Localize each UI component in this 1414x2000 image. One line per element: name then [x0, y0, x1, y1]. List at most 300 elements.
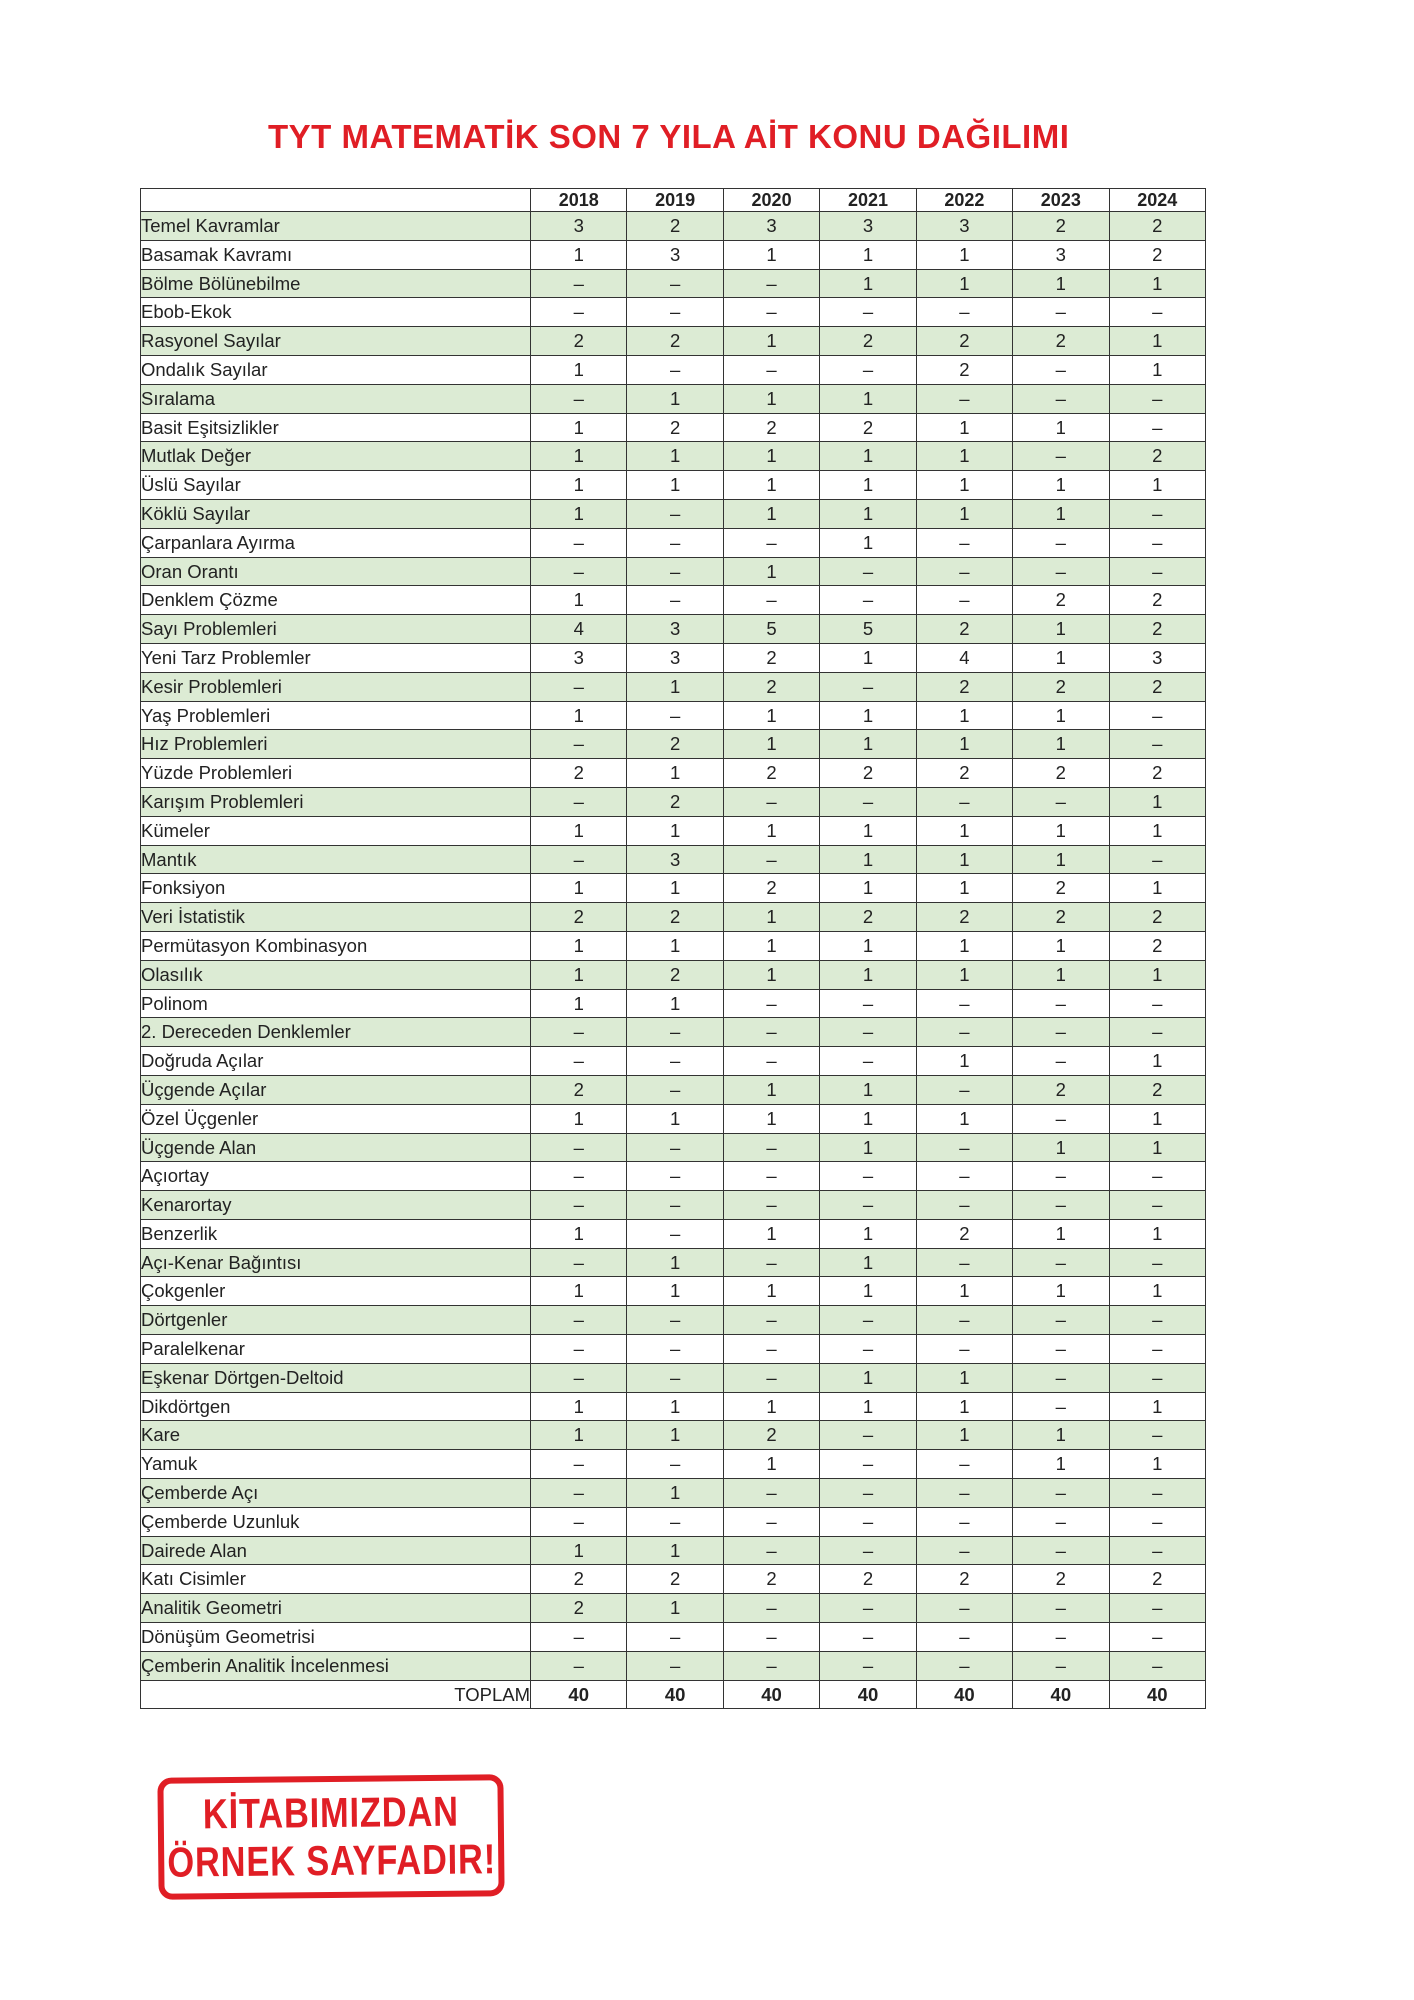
- topic-cell: Benzerlik: [141, 1219, 531, 1248]
- topic-cell: 2. Dereceden Denklemler: [141, 1018, 531, 1047]
- value-cell: 2: [1109, 759, 1205, 788]
- value-cell: –: [723, 1306, 819, 1335]
- value-cell: –: [627, 1133, 723, 1162]
- value-cell: –: [723, 1162, 819, 1191]
- value-cell: 1: [820, 1219, 916, 1248]
- topic-cell: Ebob-Ekok: [141, 298, 531, 327]
- table-row: [141, 1651, 1206, 1680]
- value-cell: –: [531, 298, 627, 327]
- value-cell: 2: [627, 1565, 723, 1594]
- value-cell: 2: [723, 874, 819, 903]
- value-cell: 4: [531, 615, 627, 644]
- value-cell: 2: [820, 903, 916, 932]
- value-cell: 1: [820, 1248, 916, 1277]
- value-cell: 1: [723, 701, 819, 730]
- year-header: 2021: [820, 189, 916, 212]
- value-cell: 1: [916, 471, 1012, 500]
- topic-cell: Hız Problemleri: [141, 730, 531, 759]
- value-cell: 1: [916, 874, 1012, 903]
- value-cell: –: [723, 989, 819, 1018]
- total-value: 40: [1109, 1680, 1205, 1709]
- value-cell: 2: [916, 327, 1012, 356]
- value-cell: 1: [820, 1133, 916, 1162]
- value-cell: –: [1109, 1018, 1205, 1047]
- value-cell: –: [531, 787, 627, 816]
- value-cell: –: [820, 787, 916, 816]
- topic-cell: Basamak Kavramı: [141, 240, 531, 269]
- value-cell: –: [916, 1075, 1012, 1104]
- table-row: [141, 759, 1206, 788]
- value-cell: 1: [820, 874, 916, 903]
- value-cell: 1: [723, 442, 819, 471]
- value-cell: –: [820, 355, 916, 384]
- value-cell: –: [1109, 730, 1205, 759]
- table-row: [141, 384, 1206, 413]
- value-cell: 1: [820, 1075, 916, 1104]
- value-cell: 2: [1109, 240, 1205, 269]
- topic-cell: Çarpanlara Ayırma: [141, 528, 531, 557]
- value-cell: –: [916, 787, 1012, 816]
- value-cell: 1: [916, 1277, 1012, 1306]
- value-cell: –: [820, 298, 916, 327]
- value-cell: 1: [723, 1277, 819, 1306]
- value-cell: –: [820, 1536, 916, 1565]
- value-cell: –: [723, 586, 819, 615]
- value-cell: –: [1013, 1594, 1109, 1623]
- value-cell: 1: [1109, 787, 1205, 816]
- value-cell: 1: [820, 931, 916, 960]
- value-cell: –: [723, 787, 819, 816]
- total-value: 40: [531, 1680, 627, 1709]
- value-cell: –: [531, 1306, 627, 1335]
- value-cell: –: [531, 1450, 627, 1479]
- topic-cell: Basit Eşitsizlikler: [141, 413, 531, 442]
- value-cell: –: [723, 1507, 819, 1536]
- value-cell: –: [627, 1335, 723, 1364]
- value-cell: 1: [820, 1392, 916, 1421]
- table-row: [141, 1392, 1206, 1421]
- value-cell: –: [820, 672, 916, 701]
- value-cell: –: [627, 586, 723, 615]
- value-cell: –: [1109, 557, 1205, 586]
- value-cell: –: [1109, 528, 1205, 557]
- value-cell: 2: [723, 643, 819, 672]
- value-cell: 2: [916, 1565, 1012, 1594]
- value-cell: –: [1013, 298, 1109, 327]
- value-cell: 1: [1013, 269, 1109, 298]
- value-cell: –: [820, 1018, 916, 1047]
- value-cell: 1: [531, 413, 627, 442]
- value-cell: –: [916, 1594, 1012, 1623]
- value-cell: –: [916, 1623, 1012, 1652]
- value-cell: –: [627, 1306, 723, 1335]
- value-cell: –: [1109, 1191, 1205, 1220]
- value-cell: 1: [723, 903, 819, 932]
- topic-cell: Açı-Kenar Bağıntısı: [141, 1248, 531, 1277]
- value-cell: 1: [627, 759, 723, 788]
- value-cell: 1: [916, 931, 1012, 960]
- value-cell: –: [531, 1133, 627, 1162]
- value-cell: –: [916, 384, 1012, 413]
- topic-cell: Köklü Sayılar: [141, 499, 531, 528]
- table-row: [141, 269, 1206, 298]
- value-cell: 5: [723, 615, 819, 644]
- value-cell: 2: [1013, 903, 1109, 932]
- value-cell: 2: [627, 327, 723, 356]
- topic-cell: Yüzde Problemleri: [141, 759, 531, 788]
- value-cell: 1: [723, 557, 819, 586]
- value-cell: 1: [1109, 355, 1205, 384]
- value-cell: 1: [531, 442, 627, 471]
- value-cell: 3: [820, 212, 916, 241]
- value-cell: 2: [1109, 903, 1205, 932]
- value-cell: –: [916, 298, 1012, 327]
- value-cell: 1: [916, 269, 1012, 298]
- topic-cell: Denklem Çözme: [141, 586, 531, 615]
- value-cell: 1: [531, 701, 627, 730]
- value-cell: 1: [723, 816, 819, 845]
- value-cell: –: [916, 1306, 1012, 1335]
- value-cell: –: [1109, 1335, 1205, 1364]
- value-cell: 1: [916, 960, 1012, 989]
- value-cell: –: [723, 269, 819, 298]
- value-cell: 2: [916, 615, 1012, 644]
- topic-cell: Paralelkenar: [141, 1335, 531, 1364]
- table-row: [141, 471, 1206, 500]
- value-cell: –: [531, 557, 627, 586]
- value-cell: 1: [531, 471, 627, 500]
- total-value: 40: [820, 1680, 916, 1709]
- value-cell: 1: [916, 442, 1012, 471]
- value-cell: –: [627, 528, 723, 557]
- value-cell: –: [916, 1507, 1012, 1536]
- header-row: [141, 189, 1206, 212]
- value-cell: 1: [916, 1047, 1012, 1076]
- value-cell: 1: [820, 471, 916, 500]
- value-cell: –: [1013, 1047, 1109, 1076]
- header-topic-cell: [141, 189, 531, 212]
- table-row: [141, 1536, 1206, 1565]
- value-cell: –: [1013, 1162, 1109, 1191]
- value-cell: –: [1013, 1018, 1109, 1047]
- value-cell: 1: [820, 442, 916, 471]
- value-cell: 1: [531, 355, 627, 384]
- value-cell: –: [531, 1335, 627, 1364]
- value-cell: –: [1109, 701, 1205, 730]
- value-cell: 1: [723, 1450, 819, 1479]
- table-row: [141, 960, 1206, 989]
- value-cell: –: [627, 1162, 723, 1191]
- value-cell: –: [820, 1191, 916, 1220]
- value-cell: –: [1109, 1363, 1205, 1392]
- value-cell: –: [1013, 384, 1109, 413]
- value-cell: –: [627, 1450, 723, 1479]
- table-row: [141, 499, 1206, 528]
- table-row: [141, 903, 1206, 932]
- value-cell: –: [916, 557, 1012, 586]
- year-header: 2018: [531, 189, 627, 212]
- value-cell: –: [1109, 1306, 1205, 1335]
- topic-cell: Çemberde Açı: [141, 1479, 531, 1508]
- value-cell: 1: [531, 1536, 627, 1565]
- value-cell: 1: [627, 1479, 723, 1508]
- value-cell: –: [916, 1335, 1012, 1364]
- table-row: [141, 528, 1206, 557]
- value-cell: –: [723, 1651, 819, 1680]
- total-row: [141, 1680, 1206, 1709]
- table-row: [141, 1565, 1206, 1594]
- table-row: [141, 672, 1206, 701]
- topic-cell: Mutlak Değer: [141, 442, 531, 471]
- table-row: [141, 1421, 1206, 1450]
- value-cell: 1: [916, 730, 1012, 759]
- value-cell: –: [1109, 1479, 1205, 1508]
- value-cell: 1: [916, 1363, 1012, 1392]
- value-cell: 2: [916, 672, 1012, 701]
- value-cell: 2: [627, 212, 723, 241]
- value-cell: 1: [820, 528, 916, 557]
- table-row: [141, 355, 1206, 384]
- value-cell: –: [723, 1479, 819, 1508]
- value-cell: –: [916, 1248, 1012, 1277]
- value-cell: 1: [916, 701, 1012, 730]
- value-cell: 1: [1109, 1133, 1205, 1162]
- value-cell: 2: [1013, 1075, 1109, 1104]
- topic-cell: Üçgende Açılar: [141, 1075, 531, 1104]
- value-cell: –: [820, 1479, 916, 1508]
- value-cell: –: [627, 1219, 723, 1248]
- value-cell: 2: [627, 903, 723, 932]
- value-cell: –: [531, 1479, 627, 1508]
- topic-cell: Çemberde Uzunluk: [141, 1507, 531, 1536]
- table-row: [141, 989, 1206, 1018]
- value-cell: 1: [1013, 931, 1109, 960]
- value-cell: 2: [723, 759, 819, 788]
- value-cell: –: [916, 1191, 1012, 1220]
- value-cell: –: [1109, 1421, 1205, 1450]
- table-row: [141, 931, 1206, 960]
- topic-cell: Kare: [141, 1421, 531, 1450]
- value-cell: –: [531, 672, 627, 701]
- table-row: [141, 1104, 1206, 1133]
- topic-cell: Çemberin Analitik İncelenmesi: [141, 1651, 531, 1680]
- value-cell: 1: [1109, 1277, 1205, 1306]
- value-cell: 1: [627, 1421, 723, 1450]
- stamp-line-1: KİTABIMIZDAN: [202, 1787, 459, 1838]
- value-cell: –: [1013, 1651, 1109, 1680]
- value-cell: –: [820, 1306, 916, 1335]
- value-cell: –: [1109, 845, 1205, 874]
- value-cell: 1: [627, 989, 723, 1018]
- value-cell: 1: [1013, 413, 1109, 442]
- value-cell: –: [916, 1162, 1012, 1191]
- value-cell: –: [1109, 1623, 1205, 1652]
- table-body: [141, 212, 1206, 1681]
- table-row: [141, 874, 1206, 903]
- value-cell: 2: [1013, 1565, 1109, 1594]
- value-cell: –: [820, 1162, 916, 1191]
- topic-cell: Üslü Sayılar: [141, 471, 531, 500]
- value-cell: –: [1013, 442, 1109, 471]
- table-row: [141, 240, 1206, 269]
- value-cell: –: [820, 586, 916, 615]
- topic-cell: Eşkenar Dörtgen-Deltoid: [141, 1363, 531, 1392]
- value-cell: –: [1013, 557, 1109, 586]
- total-value: 40: [916, 1680, 1012, 1709]
- value-cell: 1: [627, 384, 723, 413]
- topic-cell: Özel Üçgenler: [141, 1104, 531, 1133]
- value-cell: 1: [820, 701, 916, 730]
- value-cell: –: [531, 1507, 627, 1536]
- topic-cell: Katı Cisimler: [141, 1565, 531, 1594]
- value-cell: 2: [1013, 327, 1109, 356]
- value-cell: –: [627, 1047, 723, 1076]
- value-cell: –: [820, 557, 916, 586]
- value-cell: –: [916, 528, 1012, 557]
- value-cell: 3: [531, 643, 627, 672]
- value-cell: 1: [723, 327, 819, 356]
- value-cell: –: [723, 1191, 819, 1220]
- topic-cell: Çokgenler: [141, 1277, 531, 1306]
- value-cell: –: [627, 499, 723, 528]
- value-cell: 1: [627, 1536, 723, 1565]
- table-row: [141, 1075, 1206, 1104]
- value-cell: –: [723, 1047, 819, 1076]
- table-row: [141, 1047, 1206, 1076]
- value-cell: 2: [1109, 672, 1205, 701]
- value-cell: –: [1013, 1363, 1109, 1392]
- topic-cell: Karışım Problemleri: [141, 787, 531, 816]
- value-cell: 1: [820, 240, 916, 269]
- value-cell: 1: [723, 960, 819, 989]
- value-cell: 2: [916, 903, 1012, 932]
- total-value: 40: [723, 1680, 819, 1709]
- table-row: [141, 1594, 1206, 1623]
- value-cell: 1: [627, 816, 723, 845]
- value-cell: 2: [1109, 931, 1205, 960]
- sample-page-stamp: [157, 1774, 504, 1900]
- value-cell: –: [723, 355, 819, 384]
- value-cell: 2: [1109, 615, 1205, 644]
- value-cell: 2: [723, 1421, 819, 1450]
- topic-cell: Veri İstatistik: [141, 903, 531, 932]
- value-cell: 4: [916, 643, 1012, 672]
- table-row: [141, 787, 1206, 816]
- value-cell: –: [531, 730, 627, 759]
- value-cell: –: [627, 1191, 723, 1220]
- topic-cell: Dönüşüm Geometrisi: [141, 1623, 531, 1652]
- value-cell: 1: [1013, 1450, 1109, 1479]
- table-row: [141, 1133, 1206, 1162]
- value-cell: 2: [1109, 1565, 1205, 1594]
- stamp-line-2: ÖRNEK SAYFADIR!: [166, 1835, 496, 1886]
- table-row: [141, 1219, 1206, 1248]
- topic-cell: Olasılık: [141, 960, 531, 989]
- value-cell: 1: [531, 1219, 627, 1248]
- value-cell: –: [1109, 413, 1205, 442]
- value-cell: –: [627, 298, 723, 327]
- table-row: [141, 1363, 1206, 1392]
- value-cell: 1: [627, 1594, 723, 1623]
- value-cell: 2: [1109, 212, 1205, 241]
- value-cell: –: [1013, 1392, 1109, 1421]
- topic-cell: Bölme Bölünebilme: [141, 269, 531, 298]
- value-cell: 1: [1109, 1047, 1205, 1076]
- value-cell: 1: [627, 471, 723, 500]
- value-cell: 1: [531, 989, 627, 1018]
- value-cell: 1: [627, 874, 723, 903]
- value-cell: 2: [916, 1219, 1012, 1248]
- table-row: [141, 298, 1206, 327]
- value-cell: –: [820, 1421, 916, 1450]
- value-cell: –: [531, 269, 627, 298]
- total-value: 40: [1013, 1680, 1109, 1709]
- value-cell: –: [820, 1047, 916, 1076]
- value-cell: –: [1109, 1536, 1205, 1565]
- value-cell: 1: [916, 1421, 1012, 1450]
- value-cell: 2: [627, 960, 723, 989]
- value-cell: –: [820, 1450, 916, 1479]
- topic-cell: Analitik Geometri: [141, 1594, 531, 1623]
- value-cell: –: [1013, 1306, 1109, 1335]
- value-cell: 1: [820, 269, 916, 298]
- topic-cell: Yamuk: [141, 1450, 531, 1479]
- value-cell: 2: [1013, 212, 1109, 241]
- value-cell: 1: [627, 442, 723, 471]
- table-row: [141, 442, 1206, 471]
- value-cell: –: [723, 1623, 819, 1652]
- value-cell: 1: [820, 730, 916, 759]
- value-cell: 1: [723, 1219, 819, 1248]
- value-cell: 1: [531, 240, 627, 269]
- value-cell: 1: [916, 845, 1012, 874]
- topic-cell: Permütasyon Kombinasyon: [141, 931, 531, 960]
- table-row: [141, 1162, 1206, 1191]
- table-row: [141, 1479, 1206, 1508]
- value-cell: 1: [1013, 499, 1109, 528]
- table-row: [141, 1335, 1206, 1364]
- value-cell: 1: [1109, 874, 1205, 903]
- value-cell: 1: [531, 499, 627, 528]
- topic-cell: Açıortay: [141, 1162, 531, 1191]
- table-row: [141, 413, 1206, 442]
- table-row: [141, 327, 1206, 356]
- value-cell: –: [916, 586, 1012, 615]
- value-cell: 1: [531, 816, 627, 845]
- value-cell: –: [1109, 384, 1205, 413]
- value-cell: 1: [723, 1392, 819, 1421]
- value-cell: 1: [531, 1421, 627, 1450]
- value-cell: –: [723, 1335, 819, 1364]
- value-cell: 1: [531, 874, 627, 903]
- value-cell: 1: [723, 384, 819, 413]
- value-cell: 1: [916, 1104, 1012, 1133]
- topic-distribution-table: [140, 188, 1206, 1709]
- table-row: [141, 1018, 1206, 1047]
- topic-cell: Mantık: [141, 845, 531, 874]
- value-cell: 1: [627, 931, 723, 960]
- value-cell: 2: [531, 327, 627, 356]
- value-cell: 1: [1013, 615, 1109, 644]
- value-cell: 1: [531, 1104, 627, 1133]
- value-cell: –: [1013, 1335, 1109, 1364]
- value-cell: 1: [820, 960, 916, 989]
- value-cell: 3: [1013, 240, 1109, 269]
- topic-cell: Doğruda Açılar: [141, 1047, 531, 1076]
- value-cell: 1: [1109, 1104, 1205, 1133]
- table-row: [141, 1306, 1206, 1335]
- table-row: [141, 557, 1206, 586]
